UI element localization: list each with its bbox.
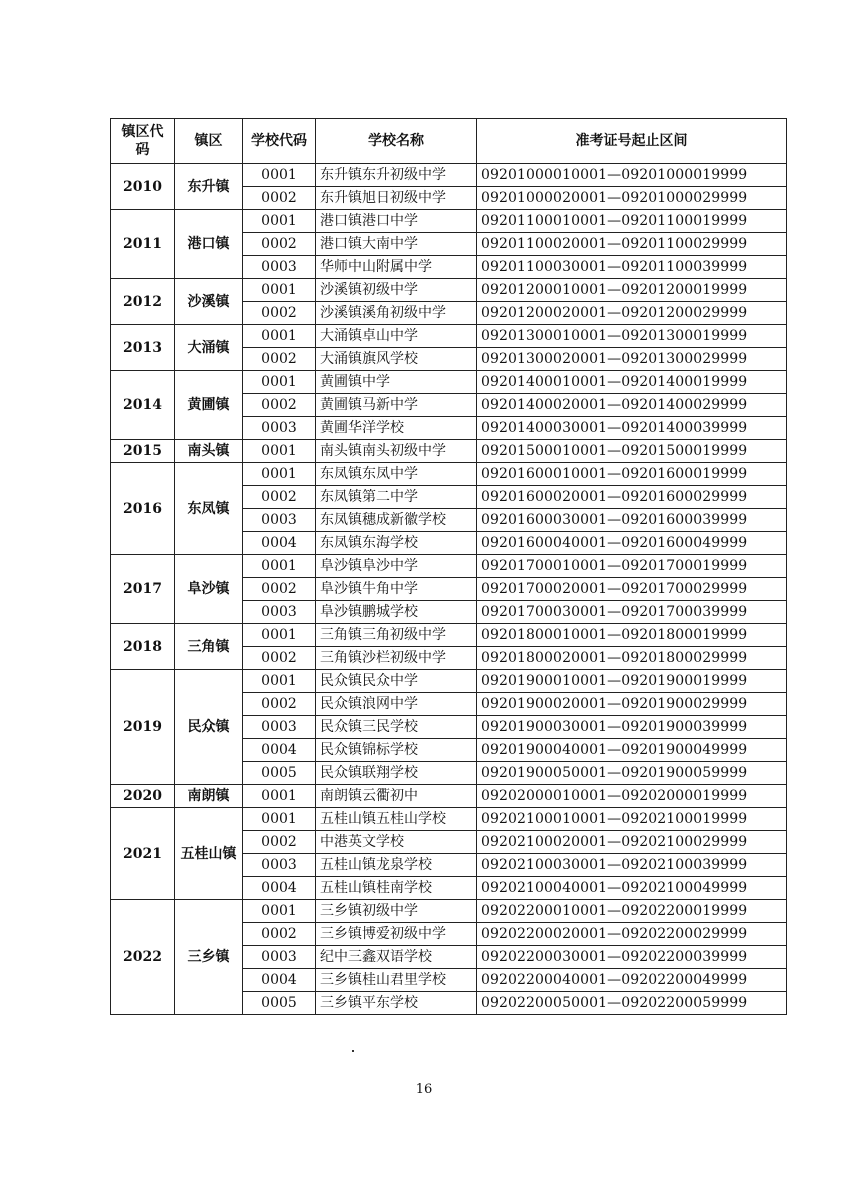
school-name-cell: 港口镇港口中学 bbox=[316, 210, 477, 233]
town-code-cell: 2015 bbox=[111, 440, 175, 463]
exam-range-cell: 09201900050001—09201900059999 bbox=[477, 762, 787, 785]
header-school-code: 学校代码 bbox=[243, 119, 316, 164]
school-code-cell: 0002 bbox=[243, 578, 316, 601]
header-school-name: 学校名称 bbox=[316, 119, 477, 164]
table-row bbox=[111, 555, 787, 578]
table-row bbox=[111, 463, 787, 486]
school-code-cell: 0002 bbox=[243, 187, 316, 210]
exam-range-cell: 09201600040001—09201600049999 bbox=[477, 532, 787, 555]
exam-range-cell: 09201400020001—09201400029999 bbox=[477, 394, 787, 417]
school-name-cell: 港口镇大南中学 bbox=[316, 233, 477, 256]
school-name-cell: 纪中三鑫双语学校 bbox=[316, 946, 477, 969]
exam-range-cell: 09202200010001—09202200019999 bbox=[477, 900, 787, 923]
exam-range-cell: 09201600020001—09201600029999 bbox=[477, 486, 787, 509]
exam-range-cell: 09202200020001—09202200029999 bbox=[477, 923, 787, 946]
school-name-cell: 三乡镇平东学校 bbox=[316, 992, 477, 1015]
exam-range-cell: 09201700020001—09201700029999 bbox=[477, 578, 787, 601]
town-name-cell: 大涌镇 bbox=[175, 325, 243, 371]
school-name-cell: 民众镇锦标学校 bbox=[316, 739, 477, 762]
school-name-cell: 南头镇南头初级中学 bbox=[316, 440, 477, 463]
school-code-cell: 0004 bbox=[243, 969, 316, 992]
school-code-cell: 0002 bbox=[243, 486, 316, 509]
school-code-cell: 0003 bbox=[243, 854, 316, 877]
school-code-cell: 0005 bbox=[243, 992, 316, 1015]
exam-range-cell: 09201900010001—09201900019999 bbox=[477, 670, 787, 693]
school-code-cell: 0001 bbox=[243, 279, 316, 302]
exam-range-cell: 09201100030001—09201100039999 bbox=[477, 256, 787, 279]
exam-range-cell: 09202100030001—09202100039999 bbox=[477, 854, 787, 877]
table-row bbox=[111, 440, 787, 463]
exam-range-cell: 09202200050001—09202200059999 bbox=[477, 992, 787, 1015]
town-name-cell: 三角镇 bbox=[175, 624, 243, 670]
school-code-cell: 0003 bbox=[243, 716, 316, 739]
school-name-cell: 三乡镇桂山君里学校 bbox=[316, 969, 477, 992]
exam-range-cell: 09201400030001—09201400039999 bbox=[477, 417, 787, 440]
school-name-cell: 华师中山附属中学 bbox=[316, 256, 477, 279]
exam-range-cell: 09202000010001—09202000019999 bbox=[477, 785, 787, 808]
header-town: 镇区 bbox=[175, 119, 243, 164]
school-code-cell: 0001 bbox=[243, 785, 316, 808]
school-code-cell: 0003 bbox=[243, 601, 316, 624]
school-code-cell: 0002 bbox=[243, 693, 316, 716]
school-name-cell: 五桂山镇五桂山学校 bbox=[316, 808, 477, 831]
school-code-cell: 0003 bbox=[243, 256, 316, 279]
town-name-cell: 东升镇 bbox=[175, 164, 243, 210]
school-code-cell: 0004 bbox=[243, 739, 316, 762]
town-name-cell: 沙溪镇 bbox=[175, 279, 243, 325]
table-header-row bbox=[111, 119, 787, 164]
town-name-cell: 港口镇 bbox=[175, 210, 243, 279]
school-name-cell: 黄圃华洋学校 bbox=[316, 417, 477, 440]
table-row bbox=[111, 325, 787, 348]
town-name-cell: 东凤镇 bbox=[175, 463, 243, 555]
town-name-cell: 三乡镇 bbox=[175, 900, 243, 1015]
school-code-cell: 0003 bbox=[243, 946, 316, 969]
exam-range-cell: 09201700030001—09201700039999 bbox=[477, 601, 787, 624]
town-name-cell: 南头镇 bbox=[175, 440, 243, 463]
school-name-cell: 五桂山镇桂南学校 bbox=[316, 877, 477, 900]
exam-range-cell: 09202200030001—09202200039999 bbox=[477, 946, 787, 969]
exam-range-cell: 09202100020001—09202100029999 bbox=[477, 831, 787, 854]
exam-range-cell: 09201900030001—09201900039999 bbox=[477, 716, 787, 739]
table-body bbox=[111, 164, 787, 1015]
school-name-cell: 民众镇浪网中学 bbox=[316, 693, 477, 716]
school-code-cell: 0002 bbox=[243, 348, 316, 371]
school-name-cell: 沙溪镇初级中学 bbox=[316, 279, 477, 302]
school-code-cell: 0002 bbox=[243, 394, 316, 417]
town-code-cell: 2020 bbox=[111, 785, 175, 808]
town-code-cell: 2018 bbox=[111, 624, 175, 670]
town-name-cell: 民众镇 bbox=[175, 670, 243, 785]
school-code-cell: 0001 bbox=[243, 555, 316, 578]
exam-range-cell: 09202100040001—09202100049999 bbox=[477, 877, 787, 900]
exam-range-cell: 09201100020001—09201100029999 bbox=[477, 233, 787, 256]
exam-range-cell: 09201500010001—09201500019999 bbox=[477, 440, 787, 463]
school-code-cell: 0005 bbox=[243, 762, 316, 785]
town-code-cell: 2012 bbox=[111, 279, 175, 325]
exam-range-cell: 09202100010001—09202100019999 bbox=[477, 808, 787, 831]
table-row bbox=[111, 785, 787, 808]
scan-speck bbox=[352, 1050, 354, 1052]
exam-number-table bbox=[110, 118, 787, 1015]
town-name-cell: 南朗镇 bbox=[175, 785, 243, 808]
school-code-cell: 0003 bbox=[243, 509, 316, 532]
table-row bbox=[111, 164, 787, 187]
exam-range-cell: 09201300020001—09201300029999 bbox=[477, 348, 787, 371]
school-name-cell: 东凤镇东凤中学 bbox=[316, 463, 477, 486]
school-name-cell: 黄圃镇马新中学 bbox=[316, 394, 477, 417]
school-name-cell: 东升镇旭日初级中学 bbox=[316, 187, 477, 210]
school-code-cell: 0001 bbox=[243, 670, 316, 693]
exam-range-cell: 09201900040001—09201900049999 bbox=[477, 739, 787, 762]
table-row bbox=[111, 210, 787, 233]
town-name-cell: 五桂山镇 bbox=[175, 808, 243, 900]
exam-range-cell: 09201700010001—09201700019999 bbox=[477, 555, 787, 578]
school-name-cell: 民众镇三民学校 bbox=[316, 716, 477, 739]
exam-range-cell: 09201200010001—09201200019999 bbox=[477, 279, 787, 302]
town-code-cell: 2014 bbox=[111, 371, 175, 440]
school-code-cell: 0003 bbox=[243, 417, 316, 440]
school-code-cell: 0001 bbox=[243, 624, 316, 647]
school-code-cell: 0001 bbox=[243, 371, 316, 394]
town-code-cell: 2021 bbox=[111, 808, 175, 900]
table-row bbox=[111, 900, 787, 923]
school-code-cell: 0001 bbox=[243, 463, 316, 486]
exam-range-cell: 09201600030001—09201600039999 bbox=[477, 509, 787, 532]
town-code-cell: 2017 bbox=[111, 555, 175, 624]
school-name-cell: 五桂山镇龙泉学校 bbox=[316, 854, 477, 877]
school-name-cell: 民众镇联翔学校 bbox=[316, 762, 477, 785]
school-name-cell: 东凤镇穗成新徽学校 bbox=[316, 509, 477, 532]
school-code-cell: 0002 bbox=[243, 923, 316, 946]
town-code-cell: 2010 bbox=[111, 164, 175, 210]
table-row bbox=[111, 808, 787, 831]
town-code-cell: 2022 bbox=[111, 900, 175, 1015]
school-name-cell: 阜沙镇鹏城学校 bbox=[316, 601, 477, 624]
table-row bbox=[111, 624, 787, 647]
exam-range-cell: 09201800020001—09201800029999 bbox=[477, 647, 787, 670]
exam-range-cell: 09201900020001—09201900029999 bbox=[477, 693, 787, 716]
school-code-cell: 0004 bbox=[243, 877, 316, 900]
school-name-cell: 三角镇沙栏初级中学 bbox=[316, 647, 477, 670]
table-row bbox=[111, 279, 787, 302]
school-name-cell: 三乡镇初级中学 bbox=[316, 900, 477, 923]
school-name-cell: 民众镇民众中学 bbox=[316, 670, 477, 693]
school-name-cell: 黄圃镇中学 bbox=[316, 371, 477, 394]
table-row bbox=[111, 371, 787, 394]
town-code-cell: 2011 bbox=[111, 210, 175, 279]
school-name-cell: 中港英文学校 bbox=[316, 831, 477, 854]
school-code-cell: 0004 bbox=[243, 532, 316, 555]
page-number: 16 bbox=[415, 1082, 433, 1097]
town-code-cell: 2019 bbox=[111, 670, 175, 785]
school-code-cell: 0002 bbox=[243, 647, 316, 670]
school-name-cell: 三乡镇博爱初级中学 bbox=[316, 923, 477, 946]
school-code-cell: 0001 bbox=[243, 808, 316, 831]
school-code-cell: 0002 bbox=[243, 302, 316, 325]
exam-range-cell: 09202200040001—09202200049999 bbox=[477, 969, 787, 992]
school-name-cell: 大涌镇卓山中学 bbox=[316, 325, 477, 348]
header-town-code: 镇区代码 bbox=[111, 119, 175, 164]
exam-range-cell: 09201400010001—09201400019999 bbox=[477, 371, 787, 394]
school-code-cell: 0001 bbox=[243, 210, 316, 233]
school-name-cell: 阜沙镇牛角中学 bbox=[316, 578, 477, 601]
school-name-cell: 东升镇东升初级中学 bbox=[316, 164, 477, 187]
school-name-cell: 阜沙镇阜沙中学 bbox=[316, 555, 477, 578]
exam-range-cell: 09201200020001—09201200029999 bbox=[477, 302, 787, 325]
town-name-cell: 阜沙镇 bbox=[175, 555, 243, 624]
school-code-cell: 0001 bbox=[243, 325, 316, 348]
school-name-cell: 大涌镇旗风学校 bbox=[316, 348, 477, 371]
school-code-cell: 0002 bbox=[243, 233, 316, 256]
exam-range-cell: 09201800010001—09201800019999 bbox=[477, 624, 787, 647]
school-code-cell: 0001 bbox=[243, 164, 316, 187]
school-name-cell: 沙溪镇溪角初级中学 bbox=[316, 302, 477, 325]
town-code-cell: 2016 bbox=[111, 463, 175, 555]
school-name-cell: 东凤镇第二中学 bbox=[316, 486, 477, 509]
table-row bbox=[111, 670, 787, 693]
town-name-cell: 黄圃镇 bbox=[175, 371, 243, 440]
exam-range-cell: 09201600010001—09201600019999 bbox=[477, 463, 787, 486]
exam-range-cell: 09201300010001—09201300019999 bbox=[477, 325, 787, 348]
exam-range-cell: 09201100010001—09201100019999 bbox=[477, 210, 787, 233]
header-range: 准考证号起止区间 bbox=[477, 119, 787, 164]
school-code-cell: 0002 bbox=[243, 831, 316, 854]
school-code-cell: 0001 bbox=[243, 900, 316, 923]
school-name-cell: 东凤镇东海学校 bbox=[316, 532, 477, 555]
exam-range-cell: 09201000020001—09201000029999 bbox=[477, 187, 787, 210]
school-name-cell: 三角镇三角初级中学 bbox=[316, 624, 477, 647]
school-code-cell: 0001 bbox=[243, 440, 316, 463]
exam-range-cell: 09201000010001—09201000019999 bbox=[477, 164, 787, 187]
town-code-cell: 2013 bbox=[111, 325, 175, 371]
school-name-cell: 南朗镇云衢初中 bbox=[316, 785, 477, 808]
